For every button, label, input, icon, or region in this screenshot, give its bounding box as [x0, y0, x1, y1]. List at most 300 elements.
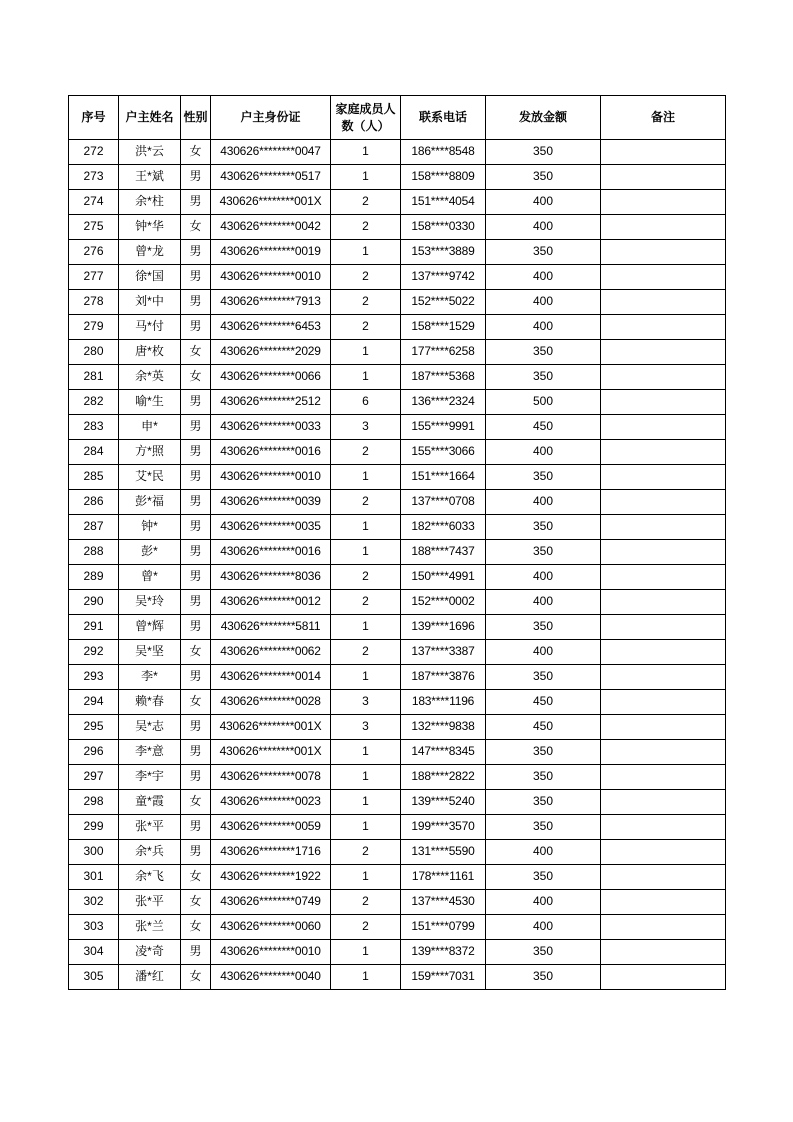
members-cell: 1 — [331, 940, 401, 965]
remark-cell — [601, 590, 726, 615]
phone-cell: 137****3387 — [401, 640, 486, 665]
gender-cell: 女 — [181, 365, 211, 390]
phone-cell: 186****8548 — [401, 140, 486, 165]
members-cell: 1 — [331, 790, 401, 815]
members-cell: 1 — [331, 365, 401, 390]
amount-cell: 350 — [486, 465, 601, 490]
amount-cell: 400 — [486, 915, 601, 940]
table-row — [69, 365, 726, 390]
members-cell: 3 — [331, 715, 401, 740]
id-cell: 430626********1922 — [211, 865, 331, 890]
table-row — [69, 640, 726, 665]
id-cell: 430626********0010 — [211, 265, 331, 290]
serial-cell: 282 — [69, 390, 119, 415]
id-cell: 430626********0749 — [211, 890, 331, 915]
table-row — [69, 565, 726, 590]
name-cell: 张*兰 — [119, 915, 181, 940]
id-cell: 430626********0060 — [211, 915, 331, 940]
table-row — [69, 840, 726, 865]
name-cell: 曾*辉 — [119, 615, 181, 640]
remark-cell — [601, 440, 726, 465]
amount-cell: 400 — [486, 565, 601, 590]
id-cell: 430626********0010 — [211, 940, 331, 965]
gender-cell: 女 — [181, 340, 211, 365]
name-cell: 徐*国 — [119, 265, 181, 290]
table-row — [69, 540, 726, 565]
table-row — [69, 665, 726, 690]
name-cell: 童*霞 — [119, 790, 181, 815]
name-cell: 余*兵 — [119, 840, 181, 865]
column-header-gender: 性别 — [181, 96, 211, 140]
gender-cell: 男 — [181, 490, 211, 515]
gender-cell: 男 — [181, 390, 211, 415]
serial-cell: 288 — [69, 540, 119, 565]
id-cell: 430626********0033 — [211, 415, 331, 440]
members-cell: 1 — [331, 465, 401, 490]
id-cell: 430626********0016 — [211, 440, 331, 465]
column-header-id: 户主身份证 — [211, 96, 331, 140]
phone-cell: 153****3889 — [401, 240, 486, 265]
gender-cell: 男 — [181, 940, 211, 965]
remark-cell — [601, 890, 726, 915]
serial-cell: 275 — [69, 215, 119, 240]
id-cell: 430626********0517 — [211, 165, 331, 190]
phone-cell: 139****5240 — [401, 790, 486, 815]
column-header-amount: 发放金额 — [486, 96, 601, 140]
id-cell: 430626********0016 — [211, 540, 331, 565]
id-cell: 430626********0059 — [211, 815, 331, 840]
phone-cell: 151****1664 — [401, 465, 486, 490]
name-cell: 凌*奇 — [119, 940, 181, 965]
remark-cell — [601, 540, 726, 565]
table-row — [69, 790, 726, 815]
gender-cell: 女 — [181, 790, 211, 815]
gender-cell: 男 — [181, 315, 211, 340]
phone-cell: 182****6033 — [401, 515, 486, 540]
phone-cell: 188****2822 — [401, 765, 486, 790]
phone-cell: 139****8372 — [401, 940, 486, 965]
members-cell: 1 — [331, 515, 401, 540]
name-cell: 张*平 — [119, 815, 181, 840]
id-cell: 430626********0066 — [211, 365, 331, 390]
members-cell: 1 — [331, 740, 401, 765]
remark-cell — [601, 915, 726, 940]
amount-cell: 450 — [486, 715, 601, 740]
amount-cell: 350 — [486, 365, 601, 390]
name-cell: 李*宇 — [119, 765, 181, 790]
column-header-serial: 序号 — [69, 96, 119, 140]
phone-cell: 150****4991 — [401, 565, 486, 590]
serial-cell: 295 — [69, 715, 119, 740]
members-cell: 2 — [331, 565, 401, 590]
name-cell: 马*付 — [119, 315, 181, 340]
name-cell: 吴*玲 — [119, 590, 181, 615]
members-cell: 1 — [331, 140, 401, 165]
members-cell: 2 — [331, 190, 401, 215]
members-cell: 1 — [331, 615, 401, 640]
members-cell: 3 — [331, 690, 401, 715]
gender-cell: 女 — [181, 215, 211, 240]
remark-cell — [601, 340, 726, 365]
remark-cell — [601, 240, 726, 265]
serial-cell: 293 — [69, 665, 119, 690]
name-cell: 王*斌 — [119, 165, 181, 190]
serial-cell: 289 — [69, 565, 119, 590]
serial-cell: 290 — [69, 590, 119, 615]
serial-cell: 283 — [69, 415, 119, 440]
members-cell: 2 — [331, 840, 401, 865]
name-cell: 洪*云 — [119, 140, 181, 165]
phone-cell: 137****9742 — [401, 265, 486, 290]
gender-cell: 男 — [181, 715, 211, 740]
id-cell: 430626********0010 — [211, 465, 331, 490]
gender-cell: 女 — [181, 915, 211, 940]
amount-cell: 350 — [486, 865, 601, 890]
name-cell: 刘*中 — [119, 290, 181, 315]
remark-cell — [601, 790, 726, 815]
amount-cell: 500 — [486, 390, 601, 415]
members-cell: 2 — [331, 890, 401, 915]
serial-cell: 278 — [69, 290, 119, 315]
phone-cell: 136****2324 — [401, 390, 486, 415]
gender-cell: 男 — [181, 515, 211, 540]
phone-cell: 151****4054 — [401, 190, 486, 215]
id-cell: 430626********0062 — [211, 640, 331, 665]
phone-cell: 137****0708 — [401, 490, 486, 515]
gender-cell: 男 — [181, 290, 211, 315]
phone-cell: 152****5022 — [401, 290, 486, 315]
id-cell: 430626********001X — [211, 190, 331, 215]
gender-cell: 男 — [181, 615, 211, 640]
serial-cell: 274 — [69, 190, 119, 215]
amount-cell: 350 — [486, 165, 601, 190]
serial-cell: 304 — [69, 940, 119, 965]
name-cell: 曾* — [119, 565, 181, 590]
id-cell: 430626********2512 — [211, 390, 331, 415]
members-cell: 2 — [331, 265, 401, 290]
gender-cell: 男 — [181, 740, 211, 765]
gender-cell: 女 — [181, 640, 211, 665]
gender-cell: 女 — [181, 865, 211, 890]
amount-cell: 350 — [486, 815, 601, 840]
table-row — [69, 165, 726, 190]
name-cell: 吴*坚 — [119, 640, 181, 665]
table-row — [69, 440, 726, 465]
id-cell: 430626********0040 — [211, 965, 331, 990]
gender-cell: 男 — [181, 565, 211, 590]
table-row — [69, 190, 726, 215]
table-row — [69, 265, 726, 290]
serial-cell: 284 — [69, 440, 119, 465]
amount-cell: 400 — [486, 315, 601, 340]
name-cell: 方*照 — [119, 440, 181, 465]
amount-cell: 400 — [486, 640, 601, 665]
remark-cell — [601, 965, 726, 990]
members-cell: 2 — [331, 440, 401, 465]
id-cell: 430626********0014 — [211, 665, 331, 690]
remark-cell — [601, 640, 726, 665]
members-cell: 3 — [331, 415, 401, 440]
name-cell: 李* — [119, 665, 181, 690]
remark-cell — [601, 740, 726, 765]
serial-cell: 280 — [69, 340, 119, 365]
remark-cell — [601, 315, 726, 340]
table-row — [69, 340, 726, 365]
id-cell: 430626********1716 — [211, 840, 331, 865]
phone-cell: 177****6258 — [401, 340, 486, 365]
serial-cell: 285 — [69, 465, 119, 490]
table-row — [69, 740, 726, 765]
members-cell: 1 — [331, 665, 401, 690]
phone-cell: 155****3066 — [401, 440, 486, 465]
name-cell: 潘*红 — [119, 965, 181, 990]
remark-cell — [601, 840, 726, 865]
column-header-members: 家庭成员人数（人） — [331, 96, 401, 140]
name-cell: 张*平 — [119, 890, 181, 915]
remark-cell — [601, 940, 726, 965]
remark-cell — [601, 565, 726, 590]
table-row — [69, 815, 726, 840]
phone-cell: 187****3876 — [401, 665, 486, 690]
amount-cell: 350 — [486, 240, 601, 265]
gender-cell: 男 — [181, 540, 211, 565]
amount-cell: 350 — [486, 740, 601, 765]
gender-cell: 男 — [181, 165, 211, 190]
table-row — [69, 490, 726, 515]
members-cell: 2 — [331, 290, 401, 315]
id-cell: 430626********0012 — [211, 590, 331, 615]
remark-cell — [601, 290, 726, 315]
name-cell: 钟* — [119, 515, 181, 540]
name-cell: 彭*福 — [119, 490, 181, 515]
phone-cell: 159****7031 — [401, 965, 486, 990]
phone-cell: 131****5590 — [401, 840, 486, 865]
id-cell: 430626********8036 — [211, 565, 331, 590]
id-cell: 430626********7913 — [211, 290, 331, 315]
members-cell: 1 — [331, 815, 401, 840]
serial-cell: 300 — [69, 840, 119, 865]
members-cell: 1 — [331, 165, 401, 190]
amount-cell: 400 — [486, 215, 601, 240]
gender-cell: 男 — [181, 590, 211, 615]
members-cell: 2 — [331, 915, 401, 940]
gender-cell: 男 — [181, 665, 211, 690]
amount-cell: 350 — [486, 765, 601, 790]
amount-cell: 350 — [486, 965, 601, 990]
serial-cell: 281 — [69, 365, 119, 390]
amount-cell: 400 — [486, 440, 601, 465]
serial-cell: 286 — [69, 490, 119, 515]
id-cell: 430626********001X — [211, 740, 331, 765]
serial-cell: 277 — [69, 265, 119, 290]
name-cell: 申* — [119, 415, 181, 440]
amount-cell: 350 — [486, 340, 601, 365]
name-cell: 钟*华 — [119, 215, 181, 240]
remark-cell — [601, 715, 726, 740]
id-cell: 430626********0039 — [211, 490, 331, 515]
table-row — [69, 940, 726, 965]
id-cell: 430626********5811 — [211, 615, 331, 640]
serial-cell: 291 — [69, 615, 119, 640]
phone-cell: 199****3570 — [401, 815, 486, 840]
remark-cell — [601, 690, 726, 715]
table-row — [69, 315, 726, 340]
remark-cell — [601, 265, 726, 290]
phone-cell: 158****1529 — [401, 315, 486, 340]
phone-cell: 155****9991 — [401, 415, 486, 440]
table-row — [69, 715, 726, 740]
gender-cell: 男 — [181, 815, 211, 840]
table-row — [69, 615, 726, 640]
amount-cell: 400 — [486, 290, 601, 315]
column-header-name: 户主姓名 — [119, 96, 181, 140]
amount-cell: 400 — [486, 890, 601, 915]
phone-cell: 151****0799 — [401, 915, 486, 940]
gender-cell: 男 — [181, 465, 211, 490]
table-row — [69, 240, 726, 265]
amount-cell: 350 — [486, 790, 601, 815]
serial-cell: 279 — [69, 315, 119, 340]
serial-cell: 305 — [69, 965, 119, 990]
phone-cell: 147****8345 — [401, 740, 486, 765]
serial-cell: 296 — [69, 740, 119, 765]
amount-cell: 400 — [486, 265, 601, 290]
remark-cell — [601, 665, 726, 690]
id-cell: 430626********2029 — [211, 340, 331, 365]
id-cell: 430626********0042 — [211, 215, 331, 240]
phone-cell: 187****5368 — [401, 365, 486, 390]
table-row — [69, 465, 726, 490]
amount-cell: 450 — [486, 690, 601, 715]
amount-cell: 400 — [486, 840, 601, 865]
members-cell: 2 — [331, 490, 401, 515]
name-cell: 唐*枚 — [119, 340, 181, 365]
remark-cell — [601, 490, 726, 515]
remark-cell — [601, 415, 726, 440]
table-row — [69, 865, 726, 890]
serial-cell: 273 — [69, 165, 119, 190]
table-row — [69, 215, 726, 240]
amount-cell: 350 — [486, 940, 601, 965]
name-cell: 曾*龙 — [119, 240, 181, 265]
table-row — [69, 690, 726, 715]
remark-cell — [601, 465, 726, 490]
table-row — [69, 140, 726, 165]
name-cell: 彭* — [119, 540, 181, 565]
remark-cell — [601, 215, 726, 240]
members-cell: 2 — [331, 640, 401, 665]
remark-cell — [601, 815, 726, 840]
members-cell: 6 — [331, 390, 401, 415]
serial-cell: 272 — [69, 140, 119, 165]
serial-cell: 287 — [69, 515, 119, 540]
amount-cell: 350 — [486, 540, 601, 565]
table-row — [69, 390, 726, 415]
id-cell: 430626********0035 — [211, 515, 331, 540]
id-cell: 430626********6453 — [211, 315, 331, 340]
id-cell: 430626********0028 — [211, 690, 331, 715]
gender-cell: 男 — [181, 765, 211, 790]
gender-cell: 女 — [181, 690, 211, 715]
table-row — [69, 590, 726, 615]
amount-cell: 350 — [486, 665, 601, 690]
amount-cell: 350 — [486, 515, 601, 540]
table-head — [69, 96, 726, 140]
name-cell: 赖*春 — [119, 690, 181, 715]
id-cell: 430626********001X — [211, 715, 331, 740]
remark-cell — [601, 165, 726, 190]
benefits-table — [68, 95, 726, 990]
name-cell: 喻*生 — [119, 390, 181, 415]
table-row — [69, 890, 726, 915]
serial-cell: 299 — [69, 815, 119, 840]
phone-cell: 152****0002 — [401, 590, 486, 615]
name-cell: 余*柱 — [119, 190, 181, 215]
members-cell: 1 — [331, 865, 401, 890]
serial-cell: 301 — [69, 865, 119, 890]
remark-cell — [601, 365, 726, 390]
name-cell: 吴*志 — [119, 715, 181, 740]
remark-cell — [601, 615, 726, 640]
id-cell: 430626********0023 — [211, 790, 331, 815]
table-body — [69, 140, 726, 990]
name-cell: 艾*民 — [119, 465, 181, 490]
amount-cell: 450 — [486, 415, 601, 440]
serial-cell: 276 — [69, 240, 119, 265]
gender-cell: 男 — [181, 415, 211, 440]
members-cell: 1 — [331, 340, 401, 365]
serial-cell: 302 — [69, 890, 119, 915]
phone-cell: 178****1161 — [401, 865, 486, 890]
amount-cell: 400 — [486, 590, 601, 615]
remark-cell — [601, 865, 726, 890]
phone-cell: 132****9838 — [401, 715, 486, 740]
members-cell: 1 — [331, 965, 401, 990]
remark-cell — [601, 140, 726, 165]
serial-cell: 298 — [69, 790, 119, 815]
phone-cell: 158****0330 — [401, 215, 486, 240]
table-row — [69, 915, 726, 940]
name-cell: 李*意 — [119, 740, 181, 765]
phone-cell: 137****4530 — [401, 890, 486, 915]
amount-cell: 400 — [486, 190, 601, 215]
gender-cell: 男 — [181, 440, 211, 465]
id-cell: 430626********0078 — [211, 765, 331, 790]
remark-cell — [601, 390, 726, 415]
remark-cell — [601, 765, 726, 790]
members-cell: 2 — [331, 590, 401, 615]
table-header-row — [69, 96, 726, 140]
serial-cell: 292 — [69, 640, 119, 665]
gender-cell: 男 — [181, 240, 211, 265]
name-cell: 余*飞 — [119, 865, 181, 890]
gender-cell: 女 — [181, 965, 211, 990]
amount-cell: 400 — [486, 490, 601, 515]
remark-cell — [601, 515, 726, 540]
table-row — [69, 290, 726, 315]
serial-cell: 297 — [69, 765, 119, 790]
members-cell: 1 — [331, 540, 401, 565]
remark-cell — [601, 190, 726, 215]
phone-cell: 139****1696 — [401, 615, 486, 640]
members-cell: 2 — [331, 315, 401, 340]
phone-cell: 158****8809 — [401, 165, 486, 190]
gender-cell: 男 — [181, 840, 211, 865]
table-row — [69, 415, 726, 440]
table-row — [69, 515, 726, 540]
id-cell: 430626********0047 — [211, 140, 331, 165]
column-header-remark: 备注 — [601, 96, 726, 140]
